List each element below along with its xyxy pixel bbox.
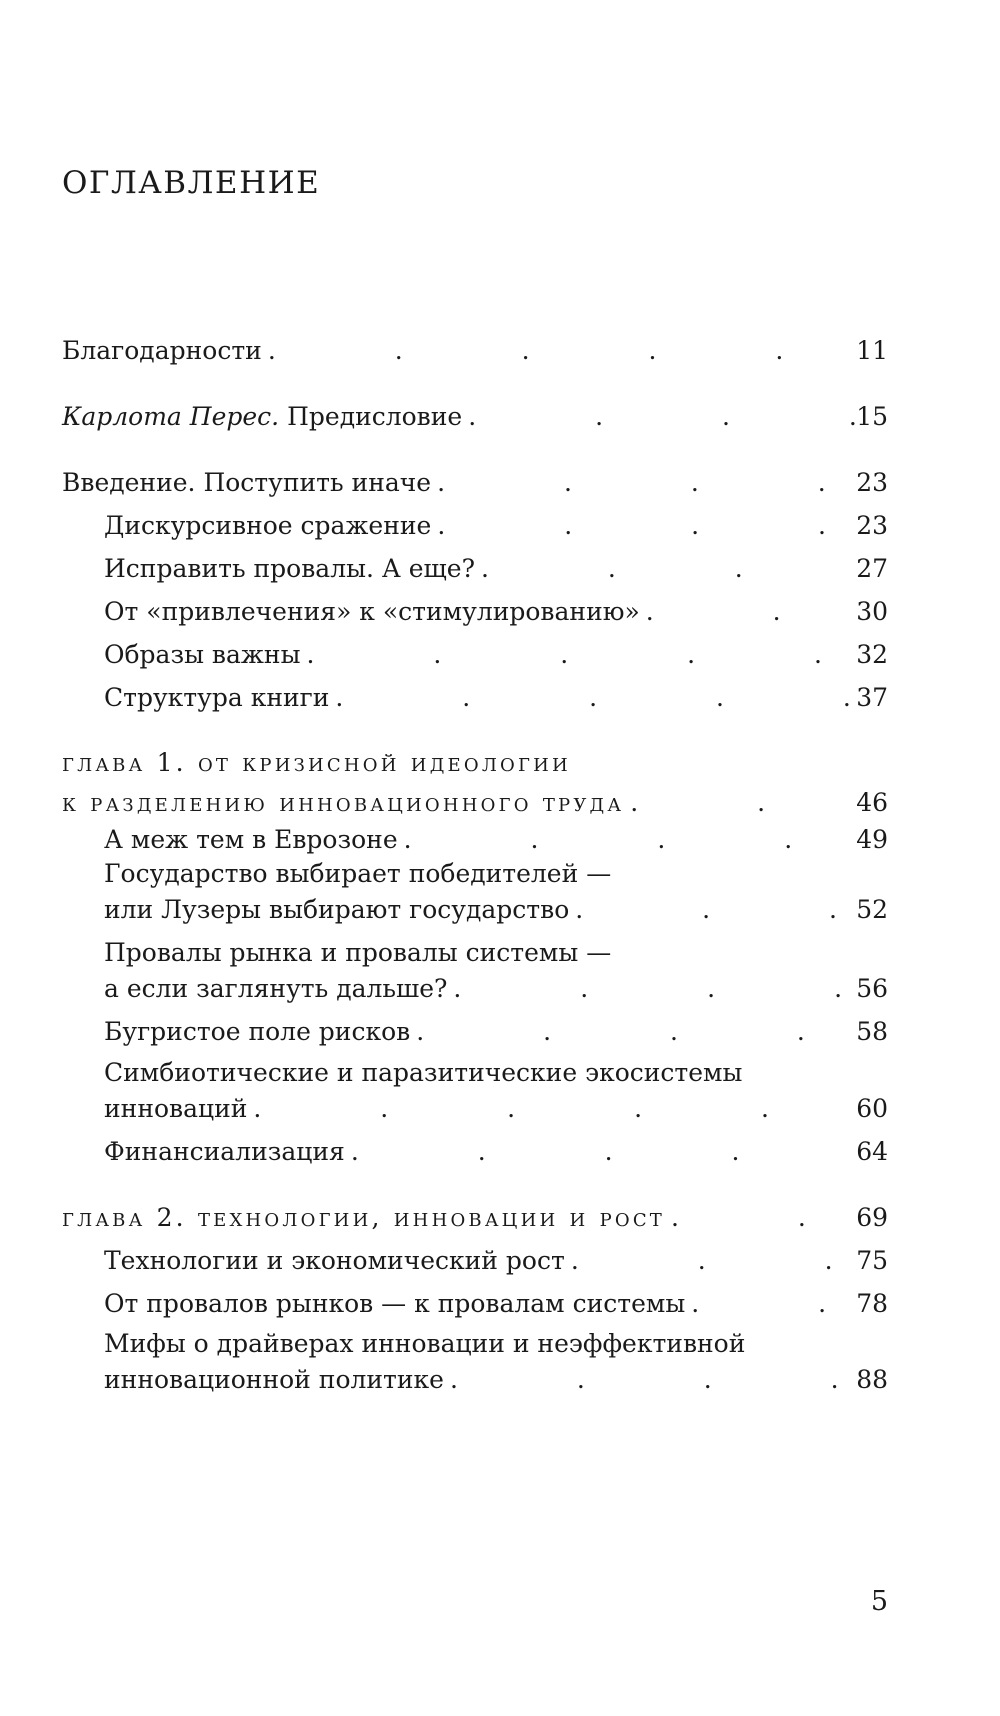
toc-entry-title: Образы важны: [104, 640, 301, 669]
chapter-title: глава 2. технологии, инновации и рост: [62, 1203, 666, 1232]
toc-entry-page: 88: [856, 1365, 888, 1394]
toc-subentry[interactable]: [104, 678, 888, 718]
toc-entry-page: 78: [856, 1289, 888, 1318]
toc-entry-title-line2: а если заглянуть дальше?: [104, 974, 448, 1003]
toc-entry-page: 32: [856, 640, 888, 669]
leader-dots: [624, 783, 856, 823]
toc-entry-page: 11: [856, 336, 888, 365]
toc-entry-page: 15: [856, 402, 888, 431]
toc-subentry[interactable]: [104, 1055, 888, 1127]
leader-dots: [398, 820, 857, 860]
toc-entry-page: 60: [856, 1094, 888, 1123]
leader-dots: [640, 592, 856, 632]
toc-entry-acknowledgements[interactable]: [62, 331, 888, 371]
toc-subentry[interactable]: [104, 1012, 888, 1052]
leader-dots: [665, 1198, 856, 1238]
leader-dots: [565, 1241, 856, 1281]
leader-dots: [262, 331, 856, 371]
toc-entry-title-line1: Мифы о драйверах инновации и неэффективной: [104, 1329, 746, 1358]
toc-entry-title: Технологии и экономический рост: [104, 1246, 565, 1275]
toc-entry-page: 58: [856, 1017, 888, 1046]
toc-entry-title-line1: Провалы рынка и провалы системы —: [104, 938, 612, 967]
toc-entry-page: 46: [856, 788, 888, 817]
toc-entry-title-line1: Государство выбирает победителей —: [104, 859, 612, 888]
toc-subentry[interactable]: [104, 635, 888, 675]
toc-entry-title: Структура книги: [104, 683, 330, 712]
toc-subentry[interactable]: [104, 1284, 888, 1324]
leader-dots: [685, 1284, 856, 1324]
leader-dots: [475, 549, 856, 589]
toc-entry-title: От «привлечения» к «стимулированию»: [104, 597, 640, 626]
toc-subentry[interactable]: [104, 549, 888, 589]
leader-dots: [569, 892, 856, 928]
toc-entry-title: Бугристое поле рисков: [104, 1017, 411, 1046]
toc-entry-page: 30: [856, 597, 888, 626]
toc-entry-title-line2: инновационной политике: [104, 1365, 444, 1394]
toc-entry-title: Дискурсивное сражение: [104, 511, 432, 540]
leader-dots: [462, 397, 856, 437]
leader-dots: [300, 635, 856, 675]
leader-dots: [329, 678, 856, 718]
page-number: 5: [870, 1586, 888, 1617]
toc-entry-title: Исправить провалы. А еще?: [104, 554, 475, 583]
toc-entry-page: 37: [856, 683, 888, 712]
toc-entry-title-line1: Симбиотические и паразитические экосистемы: [104, 1058, 743, 1087]
toc-subentry[interactable]: [104, 592, 888, 632]
toc-entry-title: Введение. Поступить иначе: [62, 468, 432, 497]
toc-entry-author: Карлота Перес.: [62, 402, 280, 431]
toc-entry-title-line2: инноваций: [104, 1094, 248, 1123]
toc-entry-page: 27: [856, 554, 888, 583]
toc-subentry[interactable]: [104, 1132, 888, 1172]
toc-chapter-1[interactable]: [62, 743, 888, 823]
leader-dots: [345, 1132, 856, 1172]
toc-entry-introduction[interactable]: [62, 463, 888, 503]
toc-entry-page: 56: [856, 974, 888, 1003]
toc-entry-title: А меж тем в Еврозоне: [104, 825, 398, 854]
chapter-title-line2: к разделению инновационного труда: [62, 788, 625, 817]
toc-entry-page: 49: [856, 825, 888, 854]
toc-chapter-2[interactable]: [62, 1198, 888, 1238]
toc-entry-page: 64: [856, 1137, 888, 1166]
toc-subentry[interactable]: [104, 1326, 888, 1398]
toc-entry-title: Благодарности: [62, 336, 262, 365]
leader-dots: [247, 1091, 856, 1127]
toc-entry-title: От провалов рынков — к провалам системы: [104, 1289, 686, 1318]
toc-entry-page: 52: [856, 895, 888, 924]
leader-dots: [410, 1012, 856, 1052]
leader-dots: [431, 506, 856, 546]
toc-entry-title-line2: или Лузеры выбирают государство: [104, 895, 570, 924]
toc-subentry[interactable]: [104, 820, 888, 860]
leader-dots: [447, 971, 856, 1007]
toc-entry-foreword[interactable]: [62, 397, 888, 437]
toc-subentry[interactable]: [104, 1241, 888, 1281]
chapter-title-line1: глава 1. от кризисной идеологии: [62, 748, 571, 777]
toc-subentry[interactable]: [104, 506, 888, 546]
toc-entry-page: 75: [856, 1246, 888, 1275]
toc-subentry[interactable]: [104, 856, 888, 928]
toc-entry-page: 69: [856, 1203, 888, 1232]
toc-entry-title: Финансиализация: [104, 1137, 345, 1166]
toc-entry-page: 23: [856, 511, 888, 540]
toc-subentry[interactable]: [104, 935, 888, 1007]
toc-entry-title: Предисловие: [287, 402, 463, 431]
leader-dots: [431, 463, 856, 503]
leader-dots: [444, 1362, 856, 1398]
toc-entry-page: 23: [856, 468, 888, 497]
page-title: ОГЛАВЛЕНИЕ: [62, 165, 321, 201]
